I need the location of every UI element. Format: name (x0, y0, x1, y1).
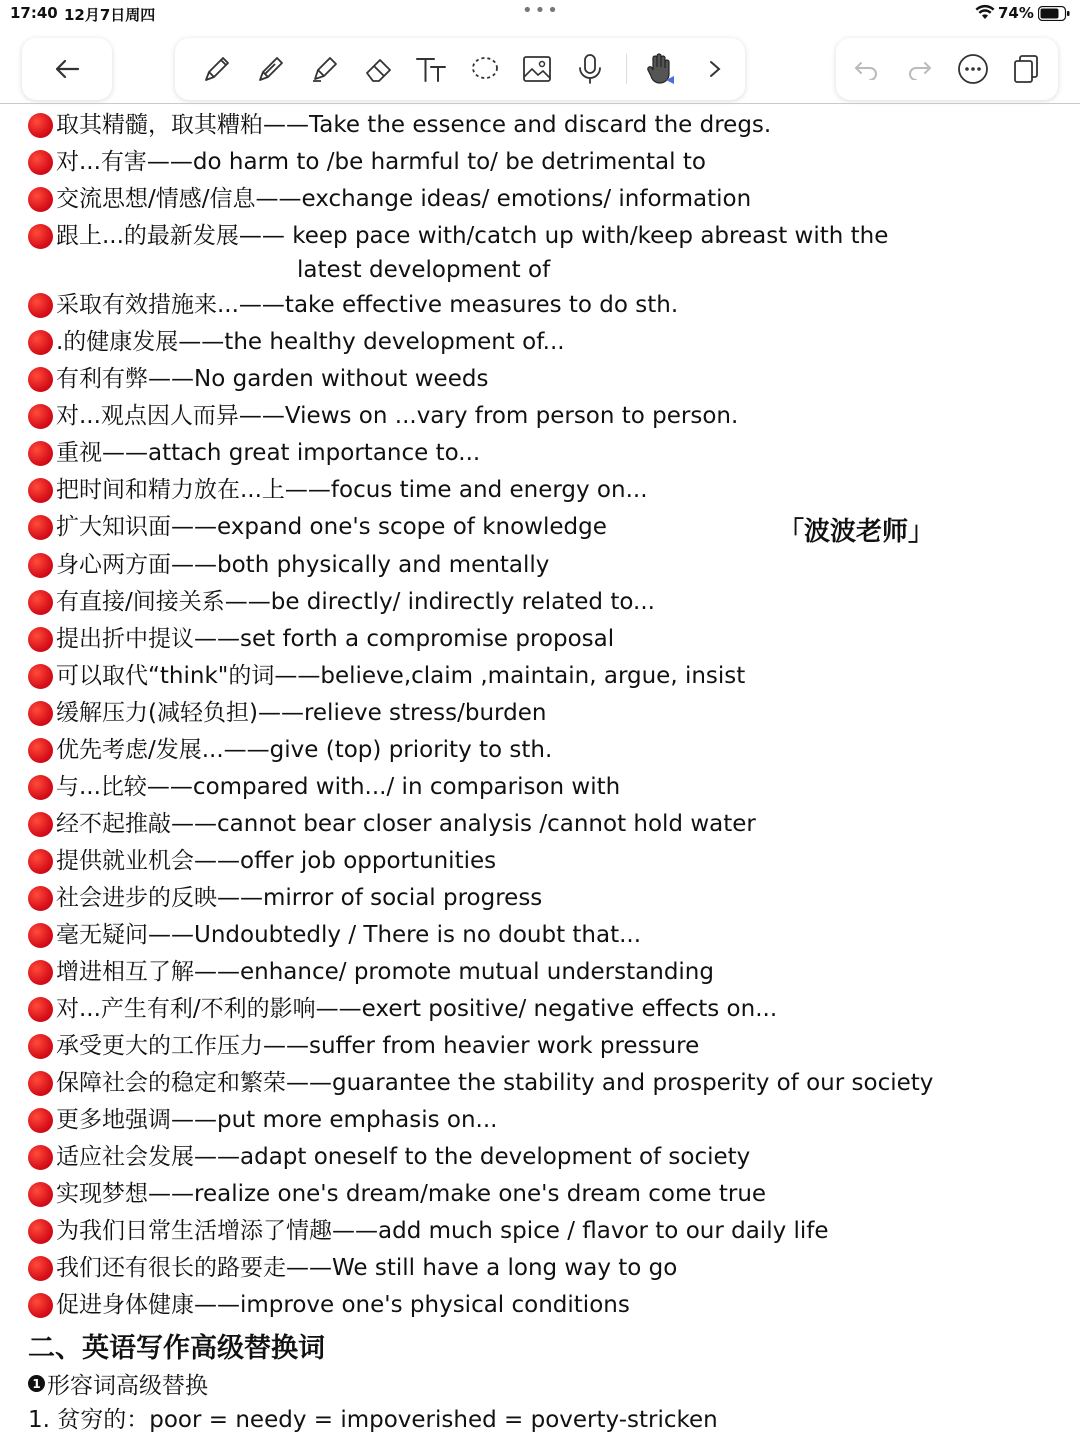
red-dot-icon (28, 478, 53, 503)
red-dot-icon (28, 404, 53, 429)
status-bar (0, 0, 1080, 28)
phrase-text: 促进身体健康——improve one's physical conditions (56, 1292, 630, 1318)
red-dot-icon (28, 1219, 53, 1244)
phrase-text: 对...有害——do harm to /be harmful to/ be detrimental to (56, 149, 706, 175)
phrase-item (28, 1180, 766, 1208)
section-title: 二、英语写作高级替换词 (28, 1333, 325, 1364)
phrase-text: 身心两方面——both physically and mentally (56, 552, 550, 578)
phrase-item (28, 1032, 699, 1060)
phrase-item (28, 1291, 630, 1319)
battery-icon (1038, 6, 1070, 25)
phrase-item (28, 588, 655, 616)
red-dot-icon (28, 367, 53, 392)
red-dot-icon (28, 1256, 53, 1281)
phrase-item (28, 111, 771, 139)
red-dot-icon (28, 886, 53, 911)
phrase-text: 社会进步的反映——mirror of social progress (56, 885, 543, 911)
phrase-text: 可以取代“think"的词——believe,claim ,maintain, argue, insist (56, 663, 746, 689)
phrase-item (28, 662, 745, 690)
synonym-item: 1. 贫穷的：poor = needy = impoverished = poverty-stricken (28, 1407, 718, 1433)
phrase-item (28, 625, 614, 653)
phrase-text: 有直接/间接关系——be directly/ indirectly related to... (56, 589, 655, 615)
phrase-item (28, 1069, 933, 1097)
phrase-text: 跟上...的最新发展—— keep pace with/catch up with/keep abreast with the (56, 223, 889, 249)
highlighter-icon[interactable] (307, 51, 343, 87)
phrase-text: 采取有效措施来...——take effective measures to do sth. (56, 292, 679, 318)
red-dot-icon (28, 738, 53, 763)
phrase-item (28, 810, 756, 838)
phrase-item (28, 1254, 677, 1282)
phrase-text: 增进相互了解——enhance/ promote mutual understanding (56, 959, 714, 985)
document-actions (836, 38, 1058, 100)
phrase-item (28, 773, 620, 801)
phrase-item (28, 699, 546, 727)
more-icon[interactable] (955, 51, 991, 87)
phrase-item (28, 1143, 750, 1171)
battery-percent: 74% (998, 4, 1034, 22)
red-dot-icon (28, 627, 53, 652)
phrase-text: 更多地强调——put more emphasis on... (56, 1107, 498, 1133)
phrase-text: 承受更大的工作压力——suffer from heavier work pressure (56, 1033, 700, 1059)
phrase-text: 提出折中提议——set forth a compromise proposal (56, 626, 615, 652)
red-dot-icon (28, 775, 53, 800)
phrase-text: 实现梦想——realize one's dream/make one's dream come true (56, 1181, 767, 1207)
phrase-item (28, 995, 777, 1023)
red-dot-icon (28, 849, 53, 874)
phrase-text: 为我们日常生活增添了情趣——add much spice / flavor to our daily life (56, 1218, 829, 1244)
red-dot-icon (28, 812, 53, 837)
phrase-text: 重视——attach great importance to... (56, 440, 481, 466)
red-dot-icon (28, 515, 53, 540)
phrase-item (28, 185, 751, 213)
phrase-item (28, 513, 607, 541)
wifi-icon (975, 4, 995, 24)
status-date: 12月7日周四 (64, 6, 156, 24)
pen-icon[interactable] (199, 51, 235, 87)
red-dot-icon (28, 441, 53, 466)
multitasking-dots-icon[interactable]: ••• (522, 0, 560, 21)
phrase-text: 缓解压力(减轻负担)——relieve stress/burden (56, 700, 547, 726)
status-time: 17:40 (10, 4, 58, 22)
phrase-text: 保障社会的稳定和繁荣——guarantee the stability and prosperity of our society (56, 1070, 934, 1096)
red-dot-icon (28, 293, 53, 318)
red-dot-icon (28, 1145, 53, 1170)
sub-title (28, 1367, 208, 1400)
phrase-text: 我们还有很长的路要走——We still have a long way to go (56, 1255, 678, 1281)
pages-icon[interactable] (1008, 51, 1044, 87)
red-dot-icon (28, 150, 53, 175)
watermark-stamp: 「波波老师」 (778, 517, 935, 547)
phrase-text: 与...比较——compared with.../ in comparison with (56, 774, 621, 800)
red-dot-icon (28, 224, 53, 249)
red-dot-icon (28, 553, 53, 578)
red-dot-icon (28, 1293, 53, 1318)
phrase-item (28, 1217, 829, 1245)
red-dot-icon (28, 664, 53, 689)
phrase-text: 对...观点因人而异——Views on ...vary from person to person. (56, 403, 739, 429)
phrase-item (28, 328, 565, 356)
phrase-item (28, 439, 480, 467)
image-icon[interactable] (519, 51, 555, 87)
red-dot-icon (28, 330, 53, 355)
phrase-text: .的健康发展——the healthy development of... (56, 329, 565, 355)
text-icon[interactable] (413, 51, 449, 87)
phrase-item (28, 402, 738, 430)
microphone-icon[interactable] (572, 51, 608, 87)
chevron-right-icon[interactable] (697, 51, 733, 87)
phrase-text: 适应社会发展——adapt oneself to the development of society (56, 1144, 751, 1170)
sub-title-text: 形容词高级替换 (47, 1373, 208, 1399)
phrase-text: 经不起推敲——cannot bear closer analysis /cannot hold water (56, 811, 756, 837)
phrase-item (28, 291, 678, 319)
red-dot-icon (28, 960, 53, 985)
phrase-item (28, 736, 552, 764)
phrase-continuation: latest development of (297, 257, 551, 283)
phrase-item (28, 884, 542, 912)
eraser-icon[interactable] (361, 51, 397, 87)
phrase-text: 提供就业机会——offer job opportunities (56, 848, 497, 874)
phrase-item (28, 921, 641, 949)
undo-icon[interactable] (848, 51, 884, 87)
phrase-item (28, 847, 496, 875)
number-badge: 1 (28, 1375, 45, 1392)
red-dot-icon (28, 1034, 53, 1059)
red-dot-icon (28, 590, 53, 615)
red-dot-icon (28, 997, 53, 1022)
red-dot-icon (28, 1108, 53, 1133)
phrase-item (28, 365, 488, 393)
phrase-text: 把时间和精力放在...上——focus time and energy on... (56, 477, 648, 503)
pencil-icon[interactable] (253, 51, 289, 87)
arrow-left-icon[interactable] (49, 51, 85, 87)
phrase-item (28, 958, 714, 986)
phrase-text: 扩大知识面——expand one's scope of knowledge (56, 514, 607, 540)
back-toolbar (22, 38, 112, 100)
redo-icon[interactable] (902, 51, 938, 87)
toolbar-separator (626, 54, 627, 84)
phrase-text: 交流思想/情感/信息——exchange ideas/ emotions/ information (56, 186, 752, 212)
red-dot-icon (28, 187, 53, 212)
phrase-text: 对...产生有利/不利的影响——exert positive/ negative effects on... (56, 996, 778, 1022)
toolbar-divider (0, 103, 1080, 104)
red-dot-icon (28, 1182, 53, 1207)
phrase-text: 有利有弊——No garden without weeds (56, 366, 489, 392)
red-dot-icon (28, 701, 53, 726)
phrase-item (28, 1106, 497, 1134)
touch-hand-icon[interactable] (642, 51, 678, 87)
phrase-text: 优先考虑/发展...——give (top) priority to sth. (56, 737, 553, 763)
drawing-tools (175, 38, 745, 100)
phrase-text: 取其精髓，取其糟粕——Take the essence and discard the dregs. (56, 112, 772, 138)
red-dot-icon (28, 1071, 53, 1096)
phrase-text: 毫无疑问——Undoubtedly / There is no doubt that... (56, 922, 642, 948)
phrase-item (28, 148, 706, 176)
lasso-icon[interactable] (467, 51, 503, 87)
phrase-item (28, 476, 648, 504)
phrase-item (28, 222, 888, 250)
phrase-item (28, 551, 549, 579)
red-dot-icon (28, 923, 53, 948)
red-dot-icon (28, 113, 53, 138)
